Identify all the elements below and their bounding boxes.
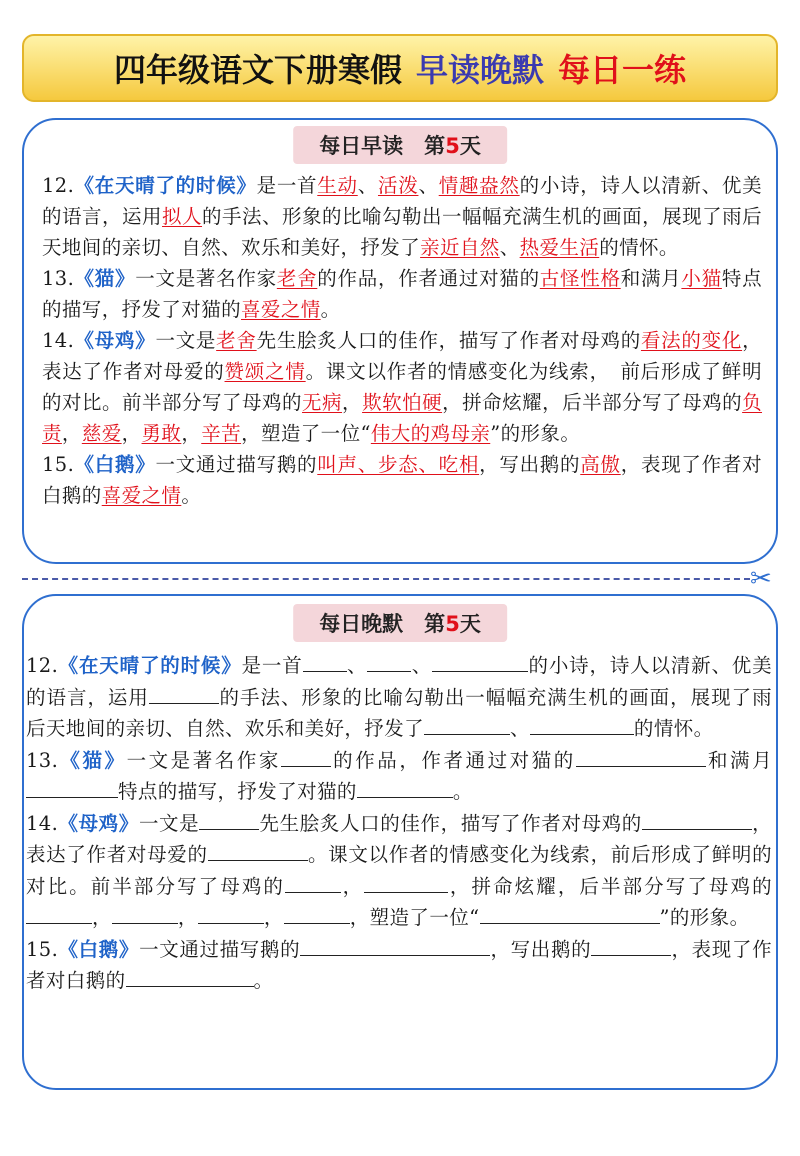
morning-q13: [42, 263, 762, 325]
answer: 喜爱之情: [241, 298, 321, 321]
answer: 亲近自然: [420, 236, 500, 259]
lesson-title: 《猫》: [58, 748, 127, 772]
blank[interactable]: [357, 779, 453, 798]
text: 的情怀。: [633, 717, 714, 740]
answer: 情趣盎然: [438, 174, 520, 197]
answer: 老舍: [216, 329, 257, 352]
text: 、: [418, 174, 439, 197]
text: ，: [61, 422, 82, 445]
text: 一文是: [155, 329, 217, 352]
blank[interactable]: [364, 874, 448, 893]
blank[interactable]: [424, 716, 510, 735]
lesson-title: 《在天晴了的时候》: [58, 654, 242, 677]
text: 和满月: [620, 267, 682, 290]
text: ，拼命炫耀，后半部分写了母鸡的: [442, 391, 743, 414]
answer: 热爱生活: [519, 236, 600, 259]
scissors-icon: ✂: [750, 564, 772, 594]
answer: 小猫: [681, 267, 722, 290]
text: ，塑造了一位“: [241, 422, 371, 445]
text: 的情怀。: [599, 236, 679, 259]
answer: 老舍: [276, 267, 318, 290]
blank[interactable]: [112, 905, 178, 924]
header-title-practice: 每日一练: [558, 51, 687, 89]
answer: 辛苦: [201, 422, 242, 445]
text: 和满月: [705, 748, 772, 772]
text: 、: [411, 654, 433, 677]
morning-badge: [293, 126, 507, 164]
text: ，表现了作者对白鹅的: [26, 937, 772, 992]
text: 特点的描写，抒发了对猫的: [42, 267, 763, 321]
text: 。: [253, 969, 274, 992]
blank[interactable]: [281, 748, 331, 767]
morning-content: [42, 170, 762, 511]
text: 一文通过描写鹅的: [155, 453, 318, 476]
lesson-title: 《母鸡》: [58, 811, 139, 835]
blank[interactable]: [199, 811, 259, 830]
text: 、: [346, 654, 368, 677]
text: 。课文以作者的情感变化为线索， 前后形成了鲜明的对比。前半部分写了母鸡的: [42, 360, 762, 414]
evening-dictation-panel: [22, 594, 778, 1090]
evening-q12: [26, 650, 772, 745]
text: 的作品，作者通过对猫的: [317, 267, 540, 290]
blank[interactable]: [367, 653, 411, 672]
answer: 活泼: [377, 174, 419, 197]
answer: 看法的变化: [640, 329, 743, 352]
text: ，表达了作者对母爱的: [42, 329, 762, 383]
text: 是一首: [256, 174, 318, 197]
morning-reading-panel: [22, 118, 778, 564]
q-number: 13.: [42, 267, 75, 290]
blank[interactable]: [480, 905, 660, 924]
text: 先生脍炙人口的佳作，描写了作者对母鸡的: [256, 329, 641, 352]
text: ，: [177, 906, 198, 929]
evening-q14: [26, 808, 772, 934]
answer: 喜爱之情: [101, 484, 182, 507]
morning-q12: [42, 170, 762, 263]
answer: 勇敢: [141, 422, 182, 445]
answer: 赞颂之情: [224, 360, 306, 383]
morning-badge-suffix: 天: [459, 134, 481, 158]
text: ，: [121, 422, 142, 445]
text: 的小诗，诗人以清新、优美的语言，运用: [26, 654, 773, 709]
text: 、: [357, 174, 378, 197]
morning-q14: [42, 325, 762, 449]
answer: 伟大的鸡母亲: [370, 422, 491, 445]
evening-q13: [26, 745, 772, 808]
text: ，写出鹅的: [479, 453, 581, 476]
blank[interactable]: [530, 716, 634, 735]
header-title-reading: 早读晚默: [415, 51, 544, 89]
answer: 生动: [317, 174, 358, 197]
text: 是一首: [241, 654, 303, 677]
evening-q15: [26, 934, 772, 997]
q-number: 15.: [26, 937, 59, 961]
evening-badge-prefix: 每日晚默 第: [319, 612, 446, 636]
text: 一文是著名作家: [135, 267, 277, 290]
text: 的手法、形象的比喻勾勒出一幅幅充满生机的画面，展现了雨后天地间的亲切、自然、欢乐和美好，抒发了: [26, 685, 772, 740]
text: 的作品，作者通过对猫的: [330, 748, 576, 772]
evening-day-number: 5: [445, 612, 460, 636]
text: ”的形象。: [490, 422, 581, 445]
evening-badge-suffix: 天: [459, 612, 481, 636]
text: ，塑造了一位“: [349, 906, 480, 929]
text: ，拼命炫耀，后半部分写了母鸡的: [448, 874, 772, 898]
text: 、: [499, 236, 520, 259]
answer: 古怪性格: [539, 267, 621, 290]
blank[interactable]: [149, 685, 219, 704]
text: ，: [342, 391, 363, 414]
text: 一文是著名作家: [126, 748, 281, 772]
text: ，: [263, 906, 284, 929]
text: 一文是: [138, 811, 200, 835]
text: ，写出鹅的: [490, 937, 592, 961]
evening-badge: [293, 604, 507, 642]
blank[interactable]: [26, 905, 92, 924]
text: ，表达了作者对母爱的: [26, 811, 772, 866]
morning-day-number: 5: [445, 134, 460, 158]
text: 的手法、形象的比喻勾勒出一幅幅充满生机的画面，展现了雨后天地间的亲切、自然、欢乐和美好，抒发了: [42, 205, 762, 259]
blank[interactable]: [208, 842, 308, 861]
answer: 高傲: [580, 453, 621, 476]
text: ”的形象。: [659, 906, 750, 929]
lesson-title: 《猫》: [74, 267, 136, 290]
text: 一文通过描写鹅的: [139, 937, 301, 961]
blank[interactable]: [126, 968, 254, 987]
evening-content: [26, 650, 772, 997]
blank[interactable]: [300, 937, 490, 956]
blank[interactable]: [303, 653, 347, 672]
blank[interactable]: [642, 811, 752, 830]
answer: 拟人: [162, 205, 203, 228]
text: 。课文以作者的情感变化为线索，前后形成了鲜明的对比。前半部分写了母鸡的: [26, 843, 772, 898]
blank[interactable]: [285, 874, 341, 893]
q-number: 12.: [26, 654, 59, 677]
text: 。: [181, 484, 202, 507]
page-header: [22, 34, 778, 102]
text: ，: [340, 874, 365, 898]
q-number: 15.: [42, 453, 75, 476]
q-number: 14.: [26, 811, 59, 835]
text: ，: [181, 422, 202, 445]
blank[interactable]: [432, 653, 528, 672]
blank[interactable]: [198, 905, 264, 924]
text: 。: [320, 298, 341, 321]
answer: 慈爱: [81, 422, 122, 445]
text: 先生脍炙人口的佳作，描写了作者对母鸡的: [259, 811, 642, 835]
cut-line: [22, 578, 750, 580]
blank[interactable]: [576, 748, 706, 767]
answer: 欺软怕硬: [362, 391, 443, 414]
text: 的小诗，诗人以清新、优美的语言，运用: [42, 174, 763, 228]
blank[interactable]: [284, 905, 350, 924]
header-title-main: 四年级语文下册寒假: [113, 51, 402, 89]
q-number: 12.: [42, 174, 75, 197]
text: 、: [510, 717, 530, 740]
morning-badge-prefix: 每日早读 第: [319, 134, 446, 158]
lesson-title: 《母鸡》: [74, 329, 156, 352]
blank[interactable]: [591, 937, 671, 956]
blank[interactable]: [26, 779, 118, 798]
lesson-title: 《白鹅》: [74, 453, 156, 476]
answer: 负责: [42, 391, 763, 445]
q-number: 14.: [42, 329, 75, 352]
text: ，表现了作者对白鹅的: [42, 453, 762, 507]
text: 。: [452, 780, 473, 803]
q-number: 13.: [26, 748, 59, 772]
morning-q15: [42, 449, 762, 511]
answer: 叫声、步态、吃相: [317, 453, 480, 476]
answer: 无病: [302, 391, 343, 414]
lesson-title: 《白鹅》: [58, 937, 140, 961]
text: 特点的描写，抒发了对猫的: [118, 780, 357, 803]
text: ，: [92, 906, 112, 929]
lesson-title: 《在天晴了的时候》: [74, 174, 257, 197]
